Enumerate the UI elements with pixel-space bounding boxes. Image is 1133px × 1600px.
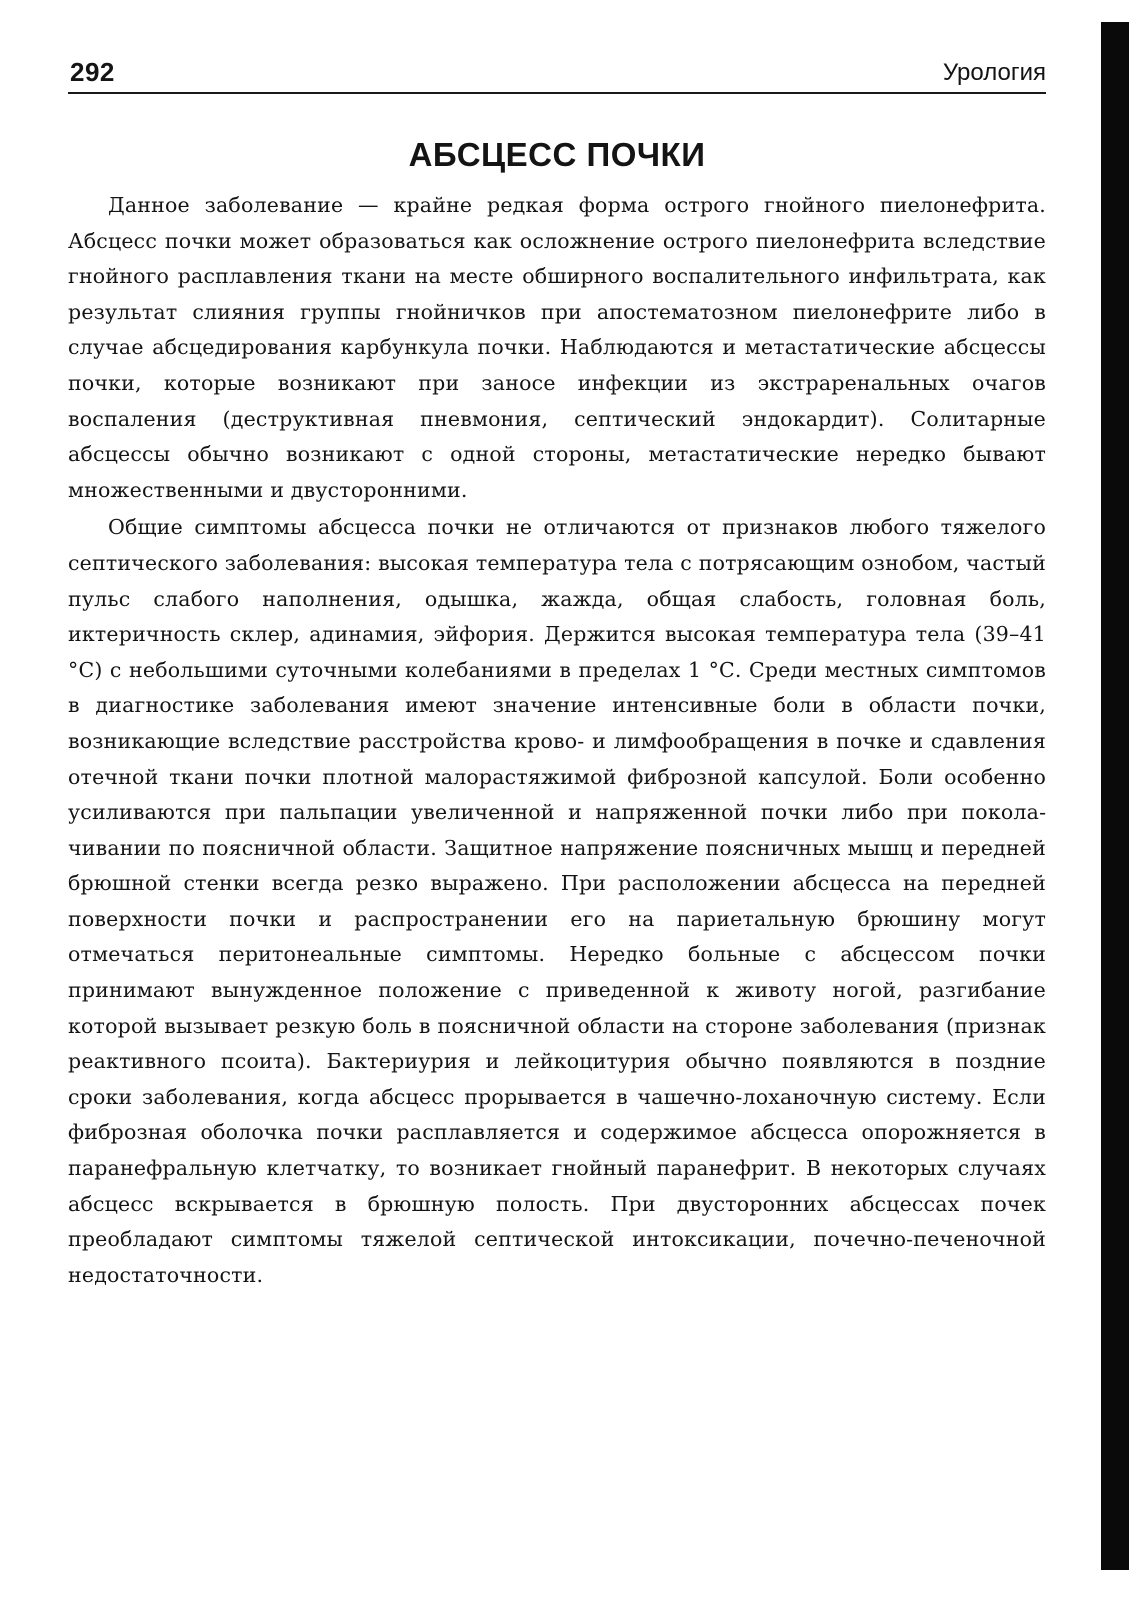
paragraph-1: Данное заболевание — крайне редкая форма острого гнойного пиелонефрита. Абсцесс почки может образоваться как осложнение острого пиелонефрита вследствие гнойного расплавления ткани на месте обширного воспалительного инфильтрата, как результат слияния группы гнойничков при апостематозном пиелонефрите либо в случае абсцедирования карбункула почки. Наблюдаются и метастатические абсцессы почки, которые возникают при заносе инфекции из экстраренальных очагов воспаления (деструктивная пневмония, септический эндокардит). Солитарные абсцессы обычно возникают с одной стороны, метастатические нередко бывают множественными и двусторонними.: [68, 193, 1046, 502]
body-text: [68, 188, 1046, 1295]
paragraph-2: Общие симптомы абсцесса почки не отличаются от признаков любого тяжелого септического заболевания: высокая температура тела с потрясающим ознобом, частый пульс слабого наполнения, одышка, жажда, общая слабость, головная боль, иктеричность склер, адинамия, эйфория. Держится высокая температура тела (39–41 °С) с небольшими суточными колебаниями в пределах 1 °С. Среди местных симптомов в диагностике заболевания имеют значение интенсивные боли в области почки, возникающие вследствие расстройства крово- и лимфообращения в почке и сдавления отечной ткани почки плотной малорастяжимой фиброзной капсулой. Боли особенно усиливаются при пальпации увеличенной и напряженной почки либо при поколачивании по поясничной области. Защитное напряжение поясничных мышц и передней брюшной стенки всегда резко выражено. При расположении абсцесса на передней поверхности почки и распространении его на париетальную брюшину могут отмечаться перитонеальные симптомы. Нередко больные с абсцессом почки принимают вынужденное положение с приведенной к животу ногой, разгибание которой вызывает резкую боль в поясничной области на стороне заболевания (признак реактивного псоита). Бактериурия и лейкоцитурия обычно появляются в поздние сроки заболевания, когда абсцесс прорывается в чашечно-лоханочную систему. Если фиброзная оболочка почки расплавляется и содержимое абсцесса опорожняется в паранефральную клетчатку, то возникает гнойный паранефрит. В некоторых случаях абсцесс вскрывается в брюшную полость. При двусторонних абсцессах почек преобладают симптомы тяжелой септической интоксикации, почечно-печеночной недостаточности.: [68, 515, 1047, 1287]
section-title: АБСЦЕСС ПОЧКИ: [408, 136, 706, 174]
page-number: 292: [70, 57, 115, 87]
scan-edge-shadow: [1101, 22, 1129, 1570]
page-header: [68, 52, 1046, 94]
running-head: Урология: [942, 59, 1046, 86]
